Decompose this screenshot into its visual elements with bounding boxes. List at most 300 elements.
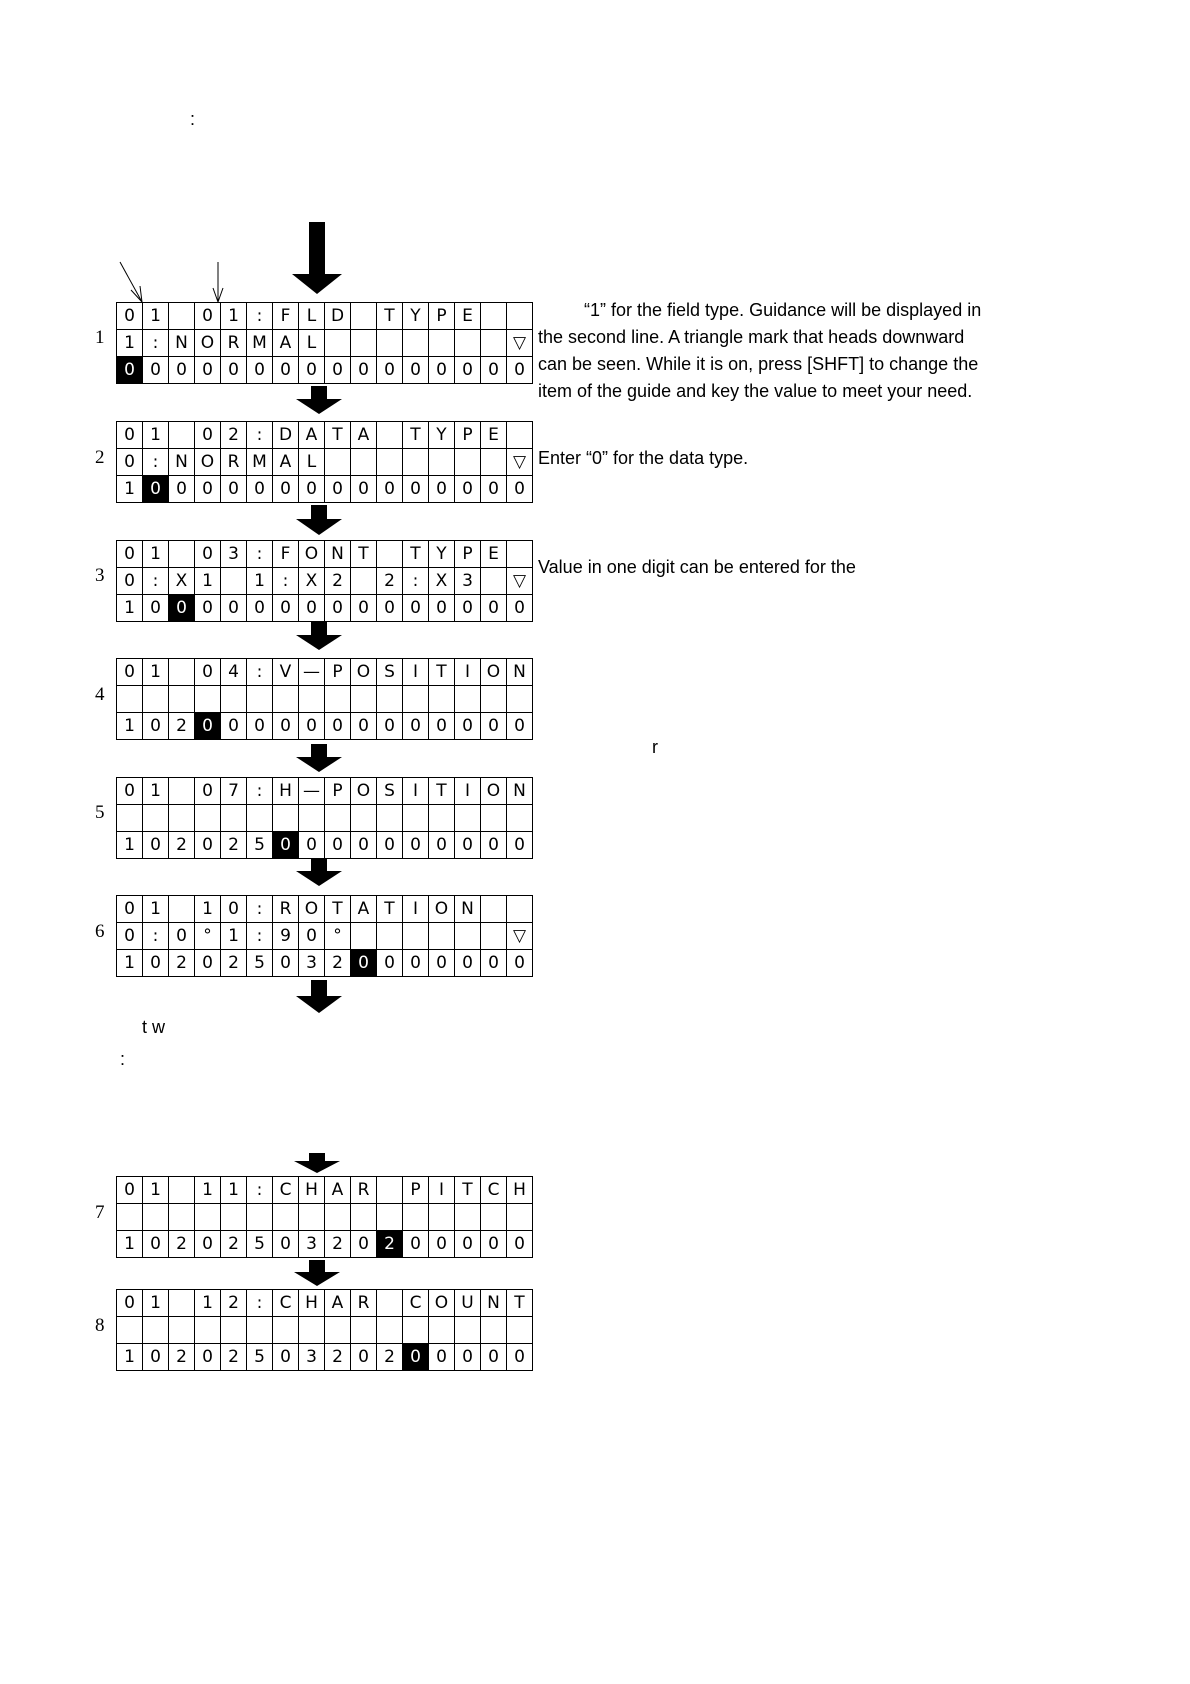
lcd-cell: 0 bbox=[117, 923, 143, 950]
lcd-cursor-cell: 0 bbox=[351, 950, 377, 977]
lcd-cursor-cell: 0 bbox=[195, 713, 221, 740]
lcd-cell bbox=[169, 1204, 195, 1231]
lcd-cell: P bbox=[455, 541, 481, 568]
lcd-cell bbox=[429, 1317, 455, 1344]
lcd-cell: 0 bbox=[507, 476, 533, 503]
lcd-cell bbox=[507, 1317, 533, 1344]
lcd-cell: 0 bbox=[351, 357, 377, 384]
lcd-cell: M bbox=[247, 449, 273, 476]
lcd-cell: ▽ bbox=[507, 330, 533, 357]
lcd-cell: F bbox=[273, 303, 299, 330]
lcd-cell: 1 bbox=[143, 1290, 169, 1317]
lcd-cell: O bbox=[195, 449, 221, 476]
lcd-row bbox=[117, 686, 533, 713]
lcd-cell: 1 bbox=[221, 923, 247, 950]
lcd-cell: 0 bbox=[247, 713, 273, 740]
lcd-cell: X bbox=[169, 568, 195, 595]
text-line: “1” for the field type. Guidance will be displayed in bbox=[584, 300, 982, 320]
lcd-cell bbox=[351, 568, 377, 595]
lcd-cell: : bbox=[247, 896, 273, 923]
lcd-cell bbox=[429, 686, 455, 713]
lcd-row bbox=[117, 449, 533, 476]
lcd-cell: 0 bbox=[195, 659, 221, 686]
lcd-cell bbox=[481, 1204, 507, 1231]
lcd-cell: S bbox=[377, 778, 403, 805]
lcd-cell: P bbox=[325, 778, 351, 805]
lcd-row bbox=[117, 805, 533, 832]
lcd-cell: A bbox=[351, 422, 377, 449]
lcd-cell: T bbox=[325, 896, 351, 923]
lcd-cell: 0 bbox=[403, 713, 429, 740]
lcd-cell bbox=[273, 686, 299, 713]
lcd-cell: 0 bbox=[507, 357, 533, 384]
lcd-cell bbox=[195, 1317, 221, 1344]
lcd-cell: C bbox=[481, 1177, 507, 1204]
lcd-cell bbox=[377, 923, 403, 950]
lcd-row bbox=[117, 659, 533, 686]
lcd-cell: 0 bbox=[117, 659, 143, 686]
lcd-cell: 0 bbox=[403, 595, 429, 622]
lcd-cell bbox=[247, 686, 273, 713]
lcd-cell bbox=[221, 568, 247, 595]
lcd-cell bbox=[325, 805, 351, 832]
lcd-cursor-cell: 0 bbox=[403, 1344, 429, 1371]
step-number: 8 bbox=[95, 1315, 105, 1336]
lcd-cell: 0 bbox=[455, 1344, 481, 1371]
lcd-cell: P bbox=[429, 303, 455, 330]
lcd-cell: 0 bbox=[481, 1344, 507, 1371]
lcd-cell: 0 bbox=[455, 476, 481, 503]
lcd-cell: 0 bbox=[273, 950, 299, 977]
lcd-cell: 0 bbox=[299, 476, 325, 503]
lcd-cell bbox=[507, 541, 533, 568]
lcd-row bbox=[117, 303, 533, 330]
lcd-cell: 0 bbox=[325, 832, 351, 859]
lcd-cell: L bbox=[299, 303, 325, 330]
lcd-cell bbox=[351, 330, 377, 357]
lcd-cell: : bbox=[247, 659, 273, 686]
lcd-cell bbox=[117, 1317, 143, 1344]
lcd-cell bbox=[169, 1290, 195, 1317]
lcd-cell: 0 bbox=[481, 832, 507, 859]
lcd-cell: 0 bbox=[195, 950, 221, 977]
lcd-cell: 0 bbox=[195, 303, 221, 330]
lcd-cell bbox=[455, 1204, 481, 1231]
lcd-cell: T bbox=[429, 659, 455, 686]
lcd-cell: — bbox=[299, 659, 325, 686]
text-line: can be seen. While it is on, press [SHFT] to change the bbox=[538, 354, 979, 374]
lcd-cell bbox=[169, 896, 195, 923]
lcd-cell: A bbox=[351, 896, 377, 923]
lcd-cell: 2 bbox=[221, 1231, 247, 1258]
lcd-display bbox=[116, 540, 533, 622]
lcd-cell: D bbox=[273, 422, 299, 449]
lcd-cell: I bbox=[455, 659, 481, 686]
lcd-cell bbox=[117, 805, 143, 832]
lcd-cell: 0 bbox=[429, 595, 455, 622]
lcd-row bbox=[117, 1177, 533, 1204]
lcd-cell bbox=[507, 1204, 533, 1231]
lcd-cell: N bbox=[507, 778, 533, 805]
lcd-cell: 0 bbox=[273, 1344, 299, 1371]
lcd-cell: 1 bbox=[143, 303, 169, 330]
lcd-cell: 0 bbox=[325, 713, 351, 740]
lcd-cell: 0 bbox=[299, 357, 325, 384]
lcd-cell bbox=[117, 1204, 143, 1231]
lcd-cell: T bbox=[455, 1177, 481, 1204]
text-fragment: : bbox=[120, 1049, 126, 1069]
lcd-cell: T bbox=[325, 422, 351, 449]
lcd-cell: X bbox=[429, 568, 455, 595]
lcd-cell: 1 bbox=[143, 1177, 169, 1204]
lcd-cell bbox=[351, 686, 377, 713]
lcd-cell bbox=[351, 449, 377, 476]
lcd-cell: H bbox=[273, 778, 299, 805]
lcd-cell bbox=[403, 1204, 429, 1231]
lcd-cell: 5 bbox=[247, 1344, 273, 1371]
lcd-cell: 1 bbox=[143, 778, 169, 805]
lcd-cell: 2 bbox=[377, 1344, 403, 1371]
lcd-cell: O bbox=[429, 1290, 455, 1317]
lcd-cell: I bbox=[455, 778, 481, 805]
lcd-cell: O bbox=[481, 778, 507, 805]
lcd-display bbox=[116, 777, 533, 859]
lcd-cell: 0 bbox=[273, 595, 299, 622]
lcd-cell: 2 bbox=[377, 568, 403, 595]
lcd-cell bbox=[429, 923, 455, 950]
lcd-cell bbox=[455, 923, 481, 950]
lcd-cell: 2 bbox=[221, 832, 247, 859]
lcd-cell bbox=[481, 896, 507, 923]
text-line: item of the guide and key the value to meet your need. bbox=[538, 381, 973, 401]
lcd-cell: 1 bbox=[143, 422, 169, 449]
lcd-cell bbox=[455, 805, 481, 832]
lcd-cell bbox=[247, 1317, 273, 1344]
lcd-cell: N bbox=[169, 330, 195, 357]
lcd-cell: 0 bbox=[143, 595, 169, 622]
lcd-cell: 0 bbox=[481, 357, 507, 384]
lcd-cell bbox=[377, 1317, 403, 1344]
lcd-cell: 0 bbox=[429, 713, 455, 740]
lcd-cell: 2 bbox=[325, 568, 351, 595]
lcd-cell: 0 bbox=[195, 595, 221, 622]
lcd-row bbox=[117, 1344, 533, 1371]
lcd-cell: 0 bbox=[195, 476, 221, 503]
lcd-cell bbox=[325, 449, 351, 476]
lcd-display bbox=[116, 1176, 533, 1258]
lcd-cell: A bbox=[325, 1177, 351, 1204]
lcd-cell: F bbox=[273, 541, 299, 568]
lcd-cell: 0 bbox=[507, 950, 533, 977]
lcd-cell bbox=[507, 686, 533, 713]
lcd-cell: 1 bbox=[117, 1231, 143, 1258]
lcd-cell: 0 bbox=[403, 950, 429, 977]
down-arrow-icon bbox=[296, 744, 342, 772]
down-arrow-icon bbox=[294, 1153, 340, 1173]
lcd-cell bbox=[429, 330, 455, 357]
lcd-cell: P bbox=[403, 1177, 429, 1204]
lcd-cursor-cell: 2 bbox=[377, 1231, 403, 1258]
lcd-row bbox=[117, 713, 533, 740]
lcd-cell: 0 bbox=[455, 832, 481, 859]
lcd-cell bbox=[377, 805, 403, 832]
lcd-cell: 2 bbox=[169, 713, 195, 740]
lcd-cell: 0 bbox=[195, 1344, 221, 1371]
lcd-cell bbox=[403, 1317, 429, 1344]
lcd-cell bbox=[325, 1317, 351, 1344]
lcd-cell: 0 bbox=[195, 832, 221, 859]
lcd-cell bbox=[299, 1317, 325, 1344]
lcd-cell: O bbox=[299, 896, 325, 923]
lcd-cell: 2 bbox=[169, 832, 195, 859]
lcd-cell: : bbox=[273, 568, 299, 595]
lcd-cell: 2 bbox=[325, 1344, 351, 1371]
lcd-cell bbox=[429, 1204, 455, 1231]
lcd-cell: 0 bbox=[221, 896, 247, 923]
lcd-cell bbox=[377, 541, 403, 568]
lcd-cell: R bbox=[221, 330, 247, 357]
lcd-cell: 0 bbox=[429, 357, 455, 384]
lcd-cell bbox=[351, 1317, 377, 1344]
lcd-cell: ° bbox=[325, 923, 351, 950]
lcd-cell: 3 bbox=[455, 568, 481, 595]
lcd-cell: 0 bbox=[507, 1344, 533, 1371]
lcd-cell: O bbox=[351, 659, 377, 686]
lcd-cell: 1 bbox=[117, 1344, 143, 1371]
lcd-cell: 0 bbox=[377, 832, 403, 859]
lcd-cell: C bbox=[273, 1290, 299, 1317]
lcd-cell: ▽ bbox=[507, 568, 533, 595]
lcd-cell: : bbox=[143, 330, 169, 357]
lcd-cell: 2 bbox=[169, 1231, 195, 1258]
lcd-cell: 4 bbox=[221, 659, 247, 686]
lcd-cell bbox=[325, 1204, 351, 1231]
lcd-row bbox=[117, 778, 533, 805]
lcd-row bbox=[117, 568, 533, 595]
lcd-cell: 0 bbox=[143, 1344, 169, 1371]
down-arrow-icon bbox=[296, 980, 342, 1013]
lcd-cell: 0 bbox=[117, 778, 143, 805]
step-number: 5 bbox=[95, 802, 105, 823]
lcd-cell: 7 bbox=[221, 778, 247, 805]
lcd-cell bbox=[403, 686, 429, 713]
lcd-cell: 0 bbox=[351, 713, 377, 740]
lcd-cell: 0 bbox=[429, 832, 455, 859]
lcd-cell: 0 bbox=[325, 595, 351, 622]
lcd-cell bbox=[455, 1317, 481, 1344]
lcd-cell: : bbox=[247, 778, 273, 805]
lcd-cell bbox=[455, 330, 481, 357]
lcd-cell: 3 bbox=[221, 541, 247, 568]
lcd-cell: 0 bbox=[273, 713, 299, 740]
down-arrow-icon bbox=[296, 622, 342, 650]
lcd-cell: 0 bbox=[117, 568, 143, 595]
lcd-cell: 0 bbox=[351, 1344, 377, 1371]
lcd-cell bbox=[481, 1317, 507, 1344]
lcd-cell: T bbox=[507, 1290, 533, 1317]
lcd-cell bbox=[117, 686, 143, 713]
lcd-cell: 0 bbox=[351, 595, 377, 622]
lcd-cell: T bbox=[377, 303, 403, 330]
lcd-cell: T bbox=[377, 896, 403, 923]
lcd-cell: D bbox=[325, 303, 351, 330]
lcd-cell: 0 bbox=[325, 357, 351, 384]
lcd-cell: N bbox=[481, 1290, 507, 1317]
lcd-cell: 1 bbox=[143, 659, 169, 686]
lcd-cell: 0 bbox=[221, 476, 247, 503]
lcd-cell: T bbox=[351, 541, 377, 568]
down-arrow-icon bbox=[296, 858, 342, 886]
lcd-cell: 0 bbox=[351, 1231, 377, 1258]
lcd-cell: 0 bbox=[143, 713, 169, 740]
lcd-cell: S bbox=[377, 659, 403, 686]
lcd-cell: 0 bbox=[143, 357, 169, 384]
text-fragment: t w bbox=[142, 1017, 166, 1037]
lcd-cell: H bbox=[299, 1290, 325, 1317]
lcd-cell: 1 bbox=[117, 330, 143, 357]
lcd-cell: 0 bbox=[143, 1231, 169, 1258]
lcd-cell: 0 bbox=[455, 950, 481, 977]
lcd-cell bbox=[325, 686, 351, 713]
lcd-cell: 0 bbox=[117, 896, 143, 923]
lcd-cell: M bbox=[247, 330, 273, 357]
lcd-cell bbox=[247, 805, 273, 832]
lcd-cell bbox=[481, 330, 507, 357]
lcd-cell: 3 bbox=[299, 1344, 325, 1371]
down-arrow-icon bbox=[296, 505, 342, 535]
lcd-cell: 2 bbox=[221, 950, 247, 977]
lcd-cell bbox=[169, 422, 195, 449]
lcd-display bbox=[116, 658, 533, 740]
lcd-cell: I bbox=[403, 896, 429, 923]
lcd-cell: X bbox=[299, 568, 325, 595]
lcd-cell: A bbox=[273, 330, 299, 357]
lcd-cell: 0 bbox=[351, 832, 377, 859]
lcd-display bbox=[116, 1289, 533, 1371]
lcd-cell: 0 bbox=[481, 595, 507, 622]
lcd-cell: 0 bbox=[507, 1231, 533, 1258]
lcd-cell: ▽ bbox=[507, 449, 533, 476]
lcd-cell bbox=[377, 449, 403, 476]
lcd-cursor-cell: 0 bbox=[117, 357, 143, 384]
step-number: 1 bbox=[95, 327, 105, 348]
lcd-cell: 0 bbox=[455, 713, 481, 740]
lcd-row bbox=[117, 541, 533, 568]
lcd-cell: 0 bbox=[481, 950, 507, 977]
lcd-cell bbox=[481, 805, 507, 832]
lcd-cursor-cell: 0 bbox=[169, 595, 195, 622]
lcd-cell: U bbox=[455, 1290, 481, 1317]
lcd-cell: 0 bbox=[507, 595, 533, 622]
lcd-cell: 1 bbox=[195, 1290, 221, 1317]
lcd-cell: 0 bbox=[455, 595, 481, 622]
lcd-row bbox=[117, 832, 533, 859]
lcd-cell: 0 bbox=[117, 541, 143, 568]
lcd-cell: I bbox=[403, 778, 429, 805]
lcd-cell: 0 bbox=[299, 832, 325, 859]
lcd-cell: 0 bbox=[273, 1231, 299, 1258]
lcd-cell: 2 bbox=[325, 1231, 351, 1258]
lcd-cell: 0 bbox=[117, 449, 143, 476]
step-number: 4 bbox=[95, 684, 105, 705]
down-arrow-icon bbox=[296, 386, 342, 414]
lcd-cell: 0 bbox=[247, 476, 273, 503]
lcd-cell bbox=[377, 686, 403, 713]
lcd-cell: : bbox=[247, 1290, 273, 1317]
lcd-cell: N bbox=[325, 541, 351, 568]
lcd-display bbox=[116, 421, 533, 503]
lcd-cell bbox=[429, 449, 455, 476]
lcd-cell bbox=[169, 541, 195, 568]
lcd-cell bbox=[299, 805, 325, 832]
lcd-cell bbox=[507, 303, 533, 330]
lcd-row bbox=[117, 1204, 533, 1231]
lcd-row bbox=[117, 476, 533, 503]
lcd-cell: Y bbox=[429, 422, 455, 449]
lcd-cell bbox=[169, 1177, 195, 1204]
lcd-cell bbox=[403, 923, 429, 950]
lcd-cell bbox=[169, 303, 195, 330]
lcd-cell: 0 bbox=[143, 832, 169, 859]
lcd-cell bbox=[351, 1204, 377, 1231]
step-number: 7 bbox=[95, 1202, 105, 1223]
text-fragment: r bbox=[652, 737, 658, 757]
lcd-cell: I bbox=[403, 659, 429, 686]
lcd-cell: Y bbox=[429, 541, 455, 568]
lcd-cell: 0 bbox=[273, 357, 299, 384]
lcd-cell bbox=[481, 449, 507, 476]
lcd-cell: 1 bbox=[195, 1177, 221, 1204]
step3-description: Value in one digit can be entered for the bbox=[538, 557, 856, 577]
lcd-cell: 2 bbox=[221, 1290, 247, 1317]
lcd-cell: 1 bbox=[117, 832, 143, 859]
lcd-cell: 0 bbox=[299, 595, 325, 622]
lcd-cell bbox=[507, 896, 533, 923]
lcd-cell: ▽ bbox=[507, 923, 533, 950]
lcd-cell: A bbox=[325, 1290, 351, 1317]
lcd-cursor-cell: 0 bbox=[273, 832, 299, 859]
lcd-cell bbox=[169, 805, 195, 832]
lcd-cell bbox=[273, 1204, 299, 1231]
lcd-row bbox=[117, 896, 533, 923]
lcd-cell: 0 bbox=[455, 1231, 481, 1258]
lcd-cell bbox=[429, 805, 455, 832]
lcd-cell: ° bbox=[195, 923, 221, 950]
lcd-cell bbox=[195, 1204, 221, 1231]
lcd-cell: P bbox=[325, 659, 351, 686]
lcd-cell: C bbox=[403, 1290, 429, 1317]
lcd-row bbox=[117, 422, 533, 449]
lcd-cell bbox=[351, 923, 377, 950]
lcd-cell bbox=[169, 686, 195, 713]
lcd-cell bbox=[481, 303, 507, 330]
step2-description: Enter “0” for the data type. bbox=[538, 448, 749, 468]
lcd-cell: C bbox=[273, 1177, 299, 1204]
lcd-row bbox=[117, 357, 533, 384]
lcd-row bbox=[117, 923, 533, 950]
lcd-cell: V bbox=[273, 659, 299, 686]
lcd-cell: 0 bbox=[299, 923, 325, 950]
lcd-cell: 0 bbox=[377, 595, 403, 622]
lcd-cell bbox=[377, 330, 403, 357]
lcd-cell: R bbox=[351, 1177, 377, 1204]
lcd-cell: 2 bbox=[221, 422, 247, 449]
lcd-cell: : bbox=[247, 923, 273, 950]
lcd-cell: N bbox=[507, 659, 533, 686]
lcd-cell: R bbox=[273, 896, 299, 923]
lcd-cell: E bbox=[455, 303, 481, 330]
lcd-cell: 0 bbox=[481, 713, 507, 740]
